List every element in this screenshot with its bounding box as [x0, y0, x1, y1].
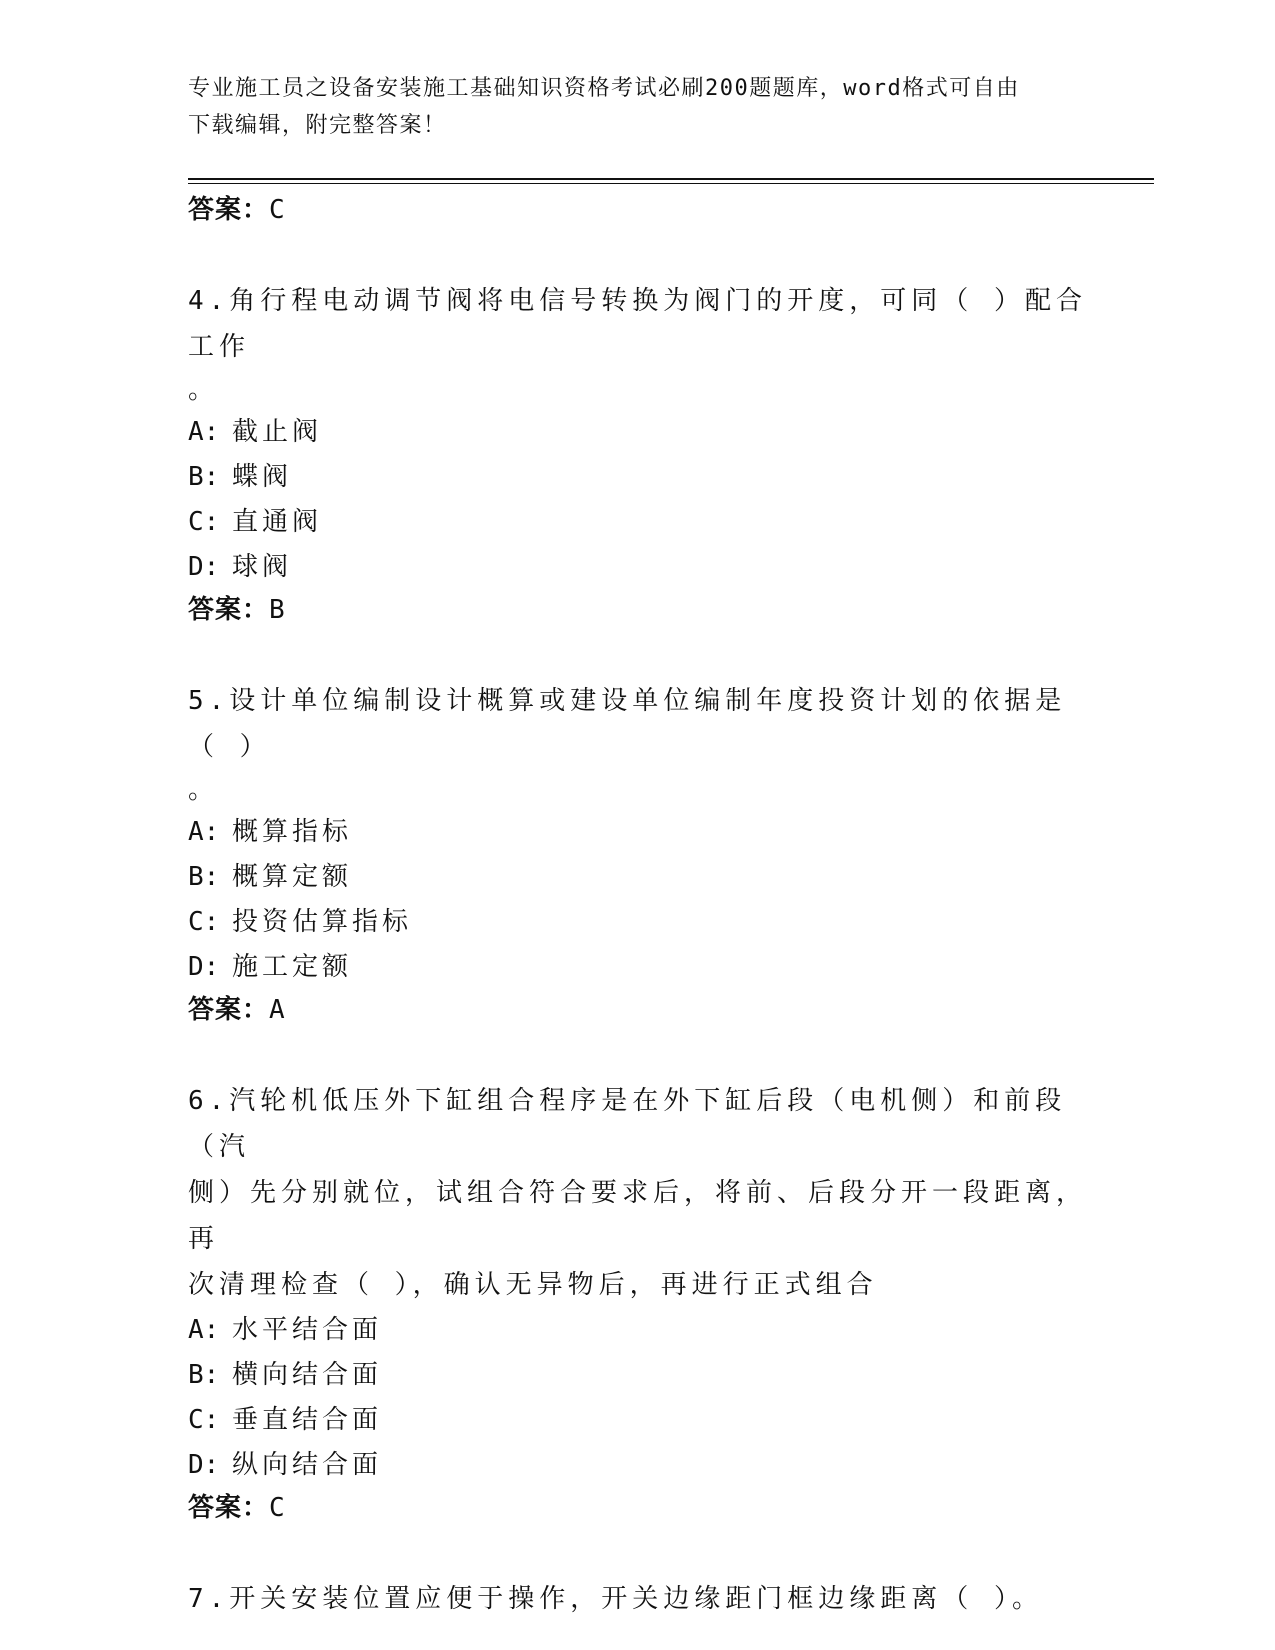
- option-text: 概算指标: [232, 817, 353, 847]
- question-line: 次清理检查（ ），确认无异物后，再进行正式组合: [188, 1270, 878, 1300]
- answer-label: 答案：: [188, 595, 270, 625]
- option-a: [188, 1308, 1088, 1353]
- header-line-1: 专业施工员之设备安装施工基础知识资格考试必刷200题题库，word格式可自由: [188, 76, 1020, 101]
- question-6: [188, 1078, 1088, 1528]
- question-7: [188, 1576, 1088, 1622]
- question-line: 。: [188, 375, 220, 405]
- option-b: [188, 855, 1088, 900]
- question-line: 5.设计单位编制设计概算或建设单位编制年度投资计划的依据是（ ）: [188, 686, 1067, 762]
- answer-value: C: [269, 195, 286, 225]
- header-line-2: 下载编辑，附完整答案！: [188, 113, 447, 138]
- option-text: 截止阀: [232, 417, 323, 447]
- question-5: [188, 678, 1088, 1030]
- option-letter: A:: [188, 417, 220, 447]
- question-line: 7.开关安装位置应便于操作，开关边缘距门框边缘距离（ ）。: [188, 1584, 1043, 1614]
- answer-label: 答案：: [188, 995, 270, 1025]
- option-c: [188, 900, 1088, 945]
- option-text: 纵向结合面: [232, 1450, 383, 1480]
- option-letter: A:: [188, 1315, 220, 1345]
- option-text: 施工定额: [232, 952, 353, 982]
- option-text: 直通阀: [232, 507, 323, 537]
- option-letter: D:: [188, 952, 220, 982]
- option-text: 垂直结合面: [232, 1405, 383, 1435]
- option-letter: D:: [188, 1450, 220, 1480]
- answer-q4: [188, 590, 1088, 630]
- option-letter: B:: [188, 1360, 220, 1390]
- option-letter: C:: [188, 907, 220, 937]
- option-text: 投资估算指标: [232, 907, 413, 937]
- option-b: [188, 455, 1088, 500]
- header-rule-thin: [188, 183, 1154, 184]
- answer-q6: [188, 1488, 1088, 1528]
- option-letter: A:: [188, 817, 220, 847]
- question-4: [188, 278, 1088, 630]
- question-line: 4.角行程电动调节阀将电信号转换为阀门的开度，可同（ ）配合工作: [188, 286, 1087, 362]
- answer-label: 答案：: [188, 1493, 270, 1523]
- option-letter: C:: [188, 1405, 220, 1435]
- answer-value: B: [269, 595, 286, 625]
- option-d: [188, 945, 1088, 990]
- option-text: 水平结合面: [232, 1315, 383, 1345]
- option-letter: B:: [188, 462, 220, 492]
- document-header: [188, 70, 1088, 144]
- option-letter: C:: [188, 507, 220, 537]
- option-a: [188, 410, 1088, 455]
- option-c: [188, 1398, 1088, 1443]
- question-text: [188, 1576, 1088, 1622]
- document-body: [188, 190, 1088, 1622]
- option-a: [188, 810, 1088, 855]
- header-rule-thick: [188, 178, 1154, 180]
- question-text: [188, 278, 1088, 410]
- option-text: 横向结合面: [232, 1360, 383, 1390]
- answer-value: C: [269, 1493, 286, 1523]
- option-d: [188, 545, 1088, 590]
- question-line: 。: [188, 775, 220, 805]
- option-letter: D:: [188, 552, 220, 582]
- question-text: [188, 1078, 1088, 1308]
- answer-q3: [188, 190, 1088, 230]
- option-letter: B:: [188, 862, 220, 892]
- option-c: [188, 500, 1088, 545]
- question-line: 6.汽轮机低压外下缸组合程序是在外下缸后段（电机侧）和前段（汽: [188, 1086, 1067, 1162]
- option-text: 球阀: [232, 552, 293, 582]
- question-text: [188, 678, 1088, 810]
- option-d: [188, 1443, 1088, 1488]
- answer-q5: [188, 990, 1088, 1030]
- option-text: 蝶阀: [232, 462, 293, 492]
- option-b: [188, 1353, 1088, 1398]
- answer-label: 答案：: [188, 195, 270, 225]
- option-text: 概算定额: [232, 862, 353, 892]
- question-line: 侧）先分别就位，试组合符合要求后，将前、后段分开一段距离，再: [188, 1178, 1088, 1254]
- answer-value: A: [269, 995, 286, 1025]
